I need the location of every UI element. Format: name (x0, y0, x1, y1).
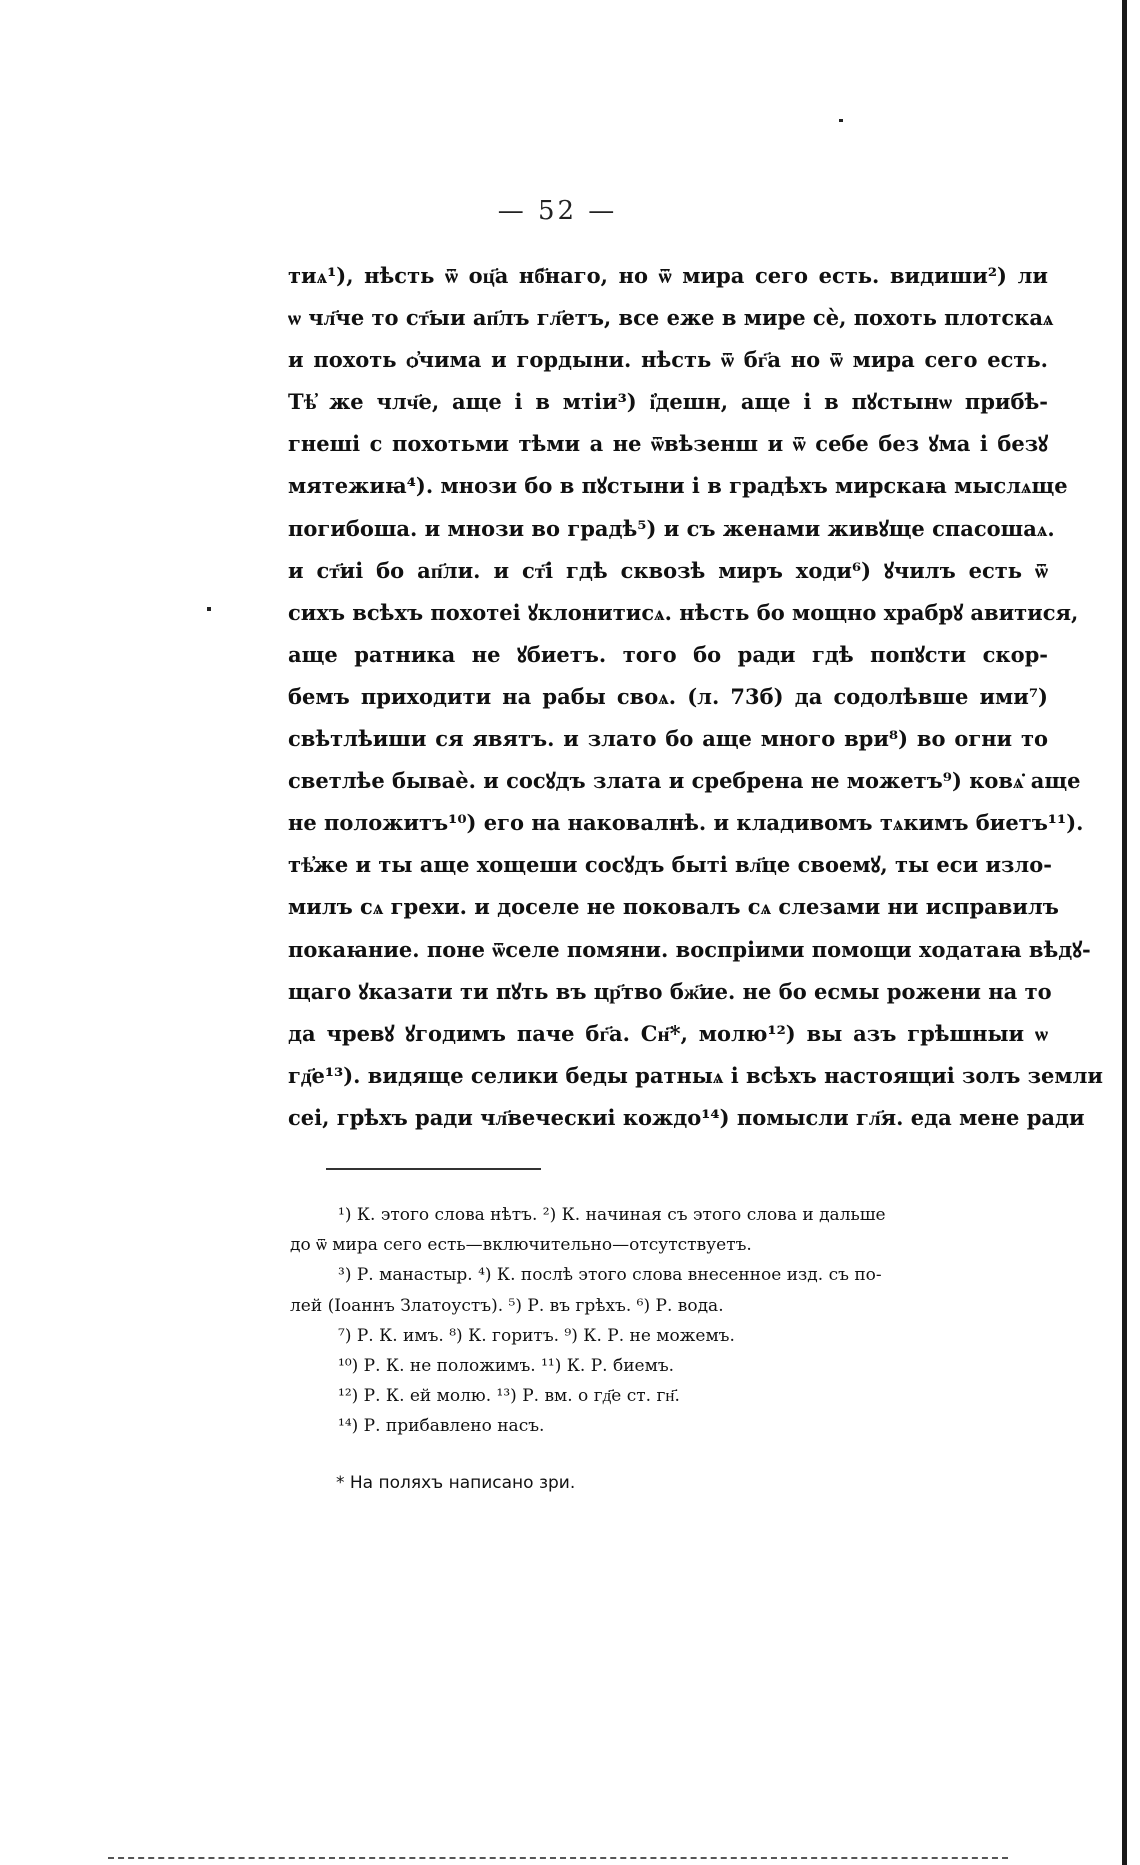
text-line: покаꙗние. поне ѿселе помяни. воспріими помощи ходатаꙗ вѣдꙋ- (288, 936, 1091, 962)
footnote-line: ¹) К. этого слова нѣтъ. ²) К. начиная съ этого слова и дальше (338, 1205, 886, 1225)
text-line: и ст҃иі бо ап҃ли. и ст҃і гдѣ сквозѣ миръ ходи⁶) ꙋчилъ есть ѿ (288, 557, 1048, 583)
page-right-edge-rule (1122, 0, 1127, 1865)
text-line: Тѣ҆ же члч҃е, аще і в мтіи³) і҆дешн, аще і в пꙋстынѡ прибѣ- (288, 389, 1048, 415)
footnotes-block (290, 1200, 1050, 1498)
footnote-line: до ѿ мира сего есть—включительно—отсутствуетъ. (290, 1235, 752, 1256)
footnote-line: лей (Іоаннъ Златоустъ). ⁵) Р. въ грѣхъ. ⁶) Р. вода. (290, 1295, 724, 1316)
margin-note: * На поляхъ написано зри. (336, 1472, 576, 1493)
text-line: ѡ чл҃че то ст҃ыи ап҃лъ гл҃етъ, все еже в мире сѐ, похоть плотскаѧ (288, 305, 1054, 331)
text-line: щаго ꙋказати ти пꙋть въ цр҃тво бж҃ие. не бо есмы рожени на то (288, 978, 1052, 1004)
text-line: не положитъ¹⁰) его на наковалнѣ. и кладивомъ тѧкимъ биетъ¹¹). (288, 810, 1084, 836)
text-line: погибоша. и мнози во градѣ⁵) и съ женами живꙋще спасошаѧ. (288, 515, 1055, 541)
text-line: да чревꙋ ꙋгодимъ паче бг҃а. Сн҃*, молю¹²) вы азъ грѣшныи ѡ (288, 1020, 1048, 1046)
text-line: гнеші с похотьми тѣми а не ѿвѣзенш и ѿ себе без ꙋма і безꙋ (288, 431, 1048, 457)
main-text-block (288, 255, 1104, 1139)
text-line: светлѣе бываѐ. и сосꙋдъ злата и сребрена не можетъ⁹) ковѧ̇ аще (288, 768, 1081, 794)
footnote-line: ¹⁰) Р. К. не положимъ. ¹¹) К. Р. биемъ. (338, 1355, 675, 1376)
text-line: мятежиꙗ⁴). мнози бо в пꙋстыни і в градѣхъ мирскаꙗ мыслѧще (288, 473, 1068, 499)
scan-speck-left (207, 607, 211, 611)
text-line: гд҃е¹³). видяще селики беды ратныѧ і всѣхъ настоящиі золъ земли (288, 1062, 1104, 1088)
text-line: свѣтлѣиши ся явятъ. и злато бо аще много ври⁸) во огни то (288, 726, 1048, 752)
footnote-line: ⁷) Р. К. имъ. ⁸) К. горитъ. ⁹) К. Р. не можемъ. (338, 1325, 735, 1346)
text-line: тиѧ¹), нѣсть ѿ оц҃а нб҃наго, но ѿ мира сего есть. видиши²) ли (288, 263, 1048, 288)
footnote-line: ¹⁴) Р. прибавлено насъ. (338, 1416, 545, 1437)
text-line: сихъ всѣхъ похотеі ꙋклонитисѧ. нѣсть бо мощно храбрꙋ авитися, (288, 599, 1079, 625)
bottom-dashed-rule (108, 1857, 1008, 1859)
page-number: — 52 — (497, 196, 618, 226)
text-line: сеі, грѣхъ ради чл҃веческиі кождо¹⁴) помысли гл҃я. еда мене ради (288, 1104, 1085, 1130)
text-line: бемъ приходити на рабы своѧ. (л. 73б) да содолѣвше ими⁷) (288, 683, 1048, 709)
footnote-separator (326, 1168, 541, 1170)
footnote-line: ³) Р. манастыр. ⁴) К. послѣ этого слова внесенное изд. съ по- (338, 1265, 882, 1286)
text-line: тѣ҆же и ты аще хощеши сосꙋдъ быті вл҃це своемꙋ, ты еси изло- (288, 852, 1052, 878)
text-line: аще ратника не ꙋбиетъ. того бо ради гдѣ попꙋсти скор- (288, 641, 1048, 667)
footnote-line: ¹²) Р. К. ей молю. ¹³) Р. вм. о гд҃е ст. гн҃. (338, 1386, 680, 1407)
text-line: милъ сѧ грехи. и доселе не поковалъ сѧ слезами ни исправилъ (288, 894, 1059, 920)
scan-speck-top (839, 119, 843, 122)
text-line: и похоть ѻ҆чима и гордыни. нѣсть ѿ бг҃а но ѿ мира сего есть. (288, 347, 1048, 373)
